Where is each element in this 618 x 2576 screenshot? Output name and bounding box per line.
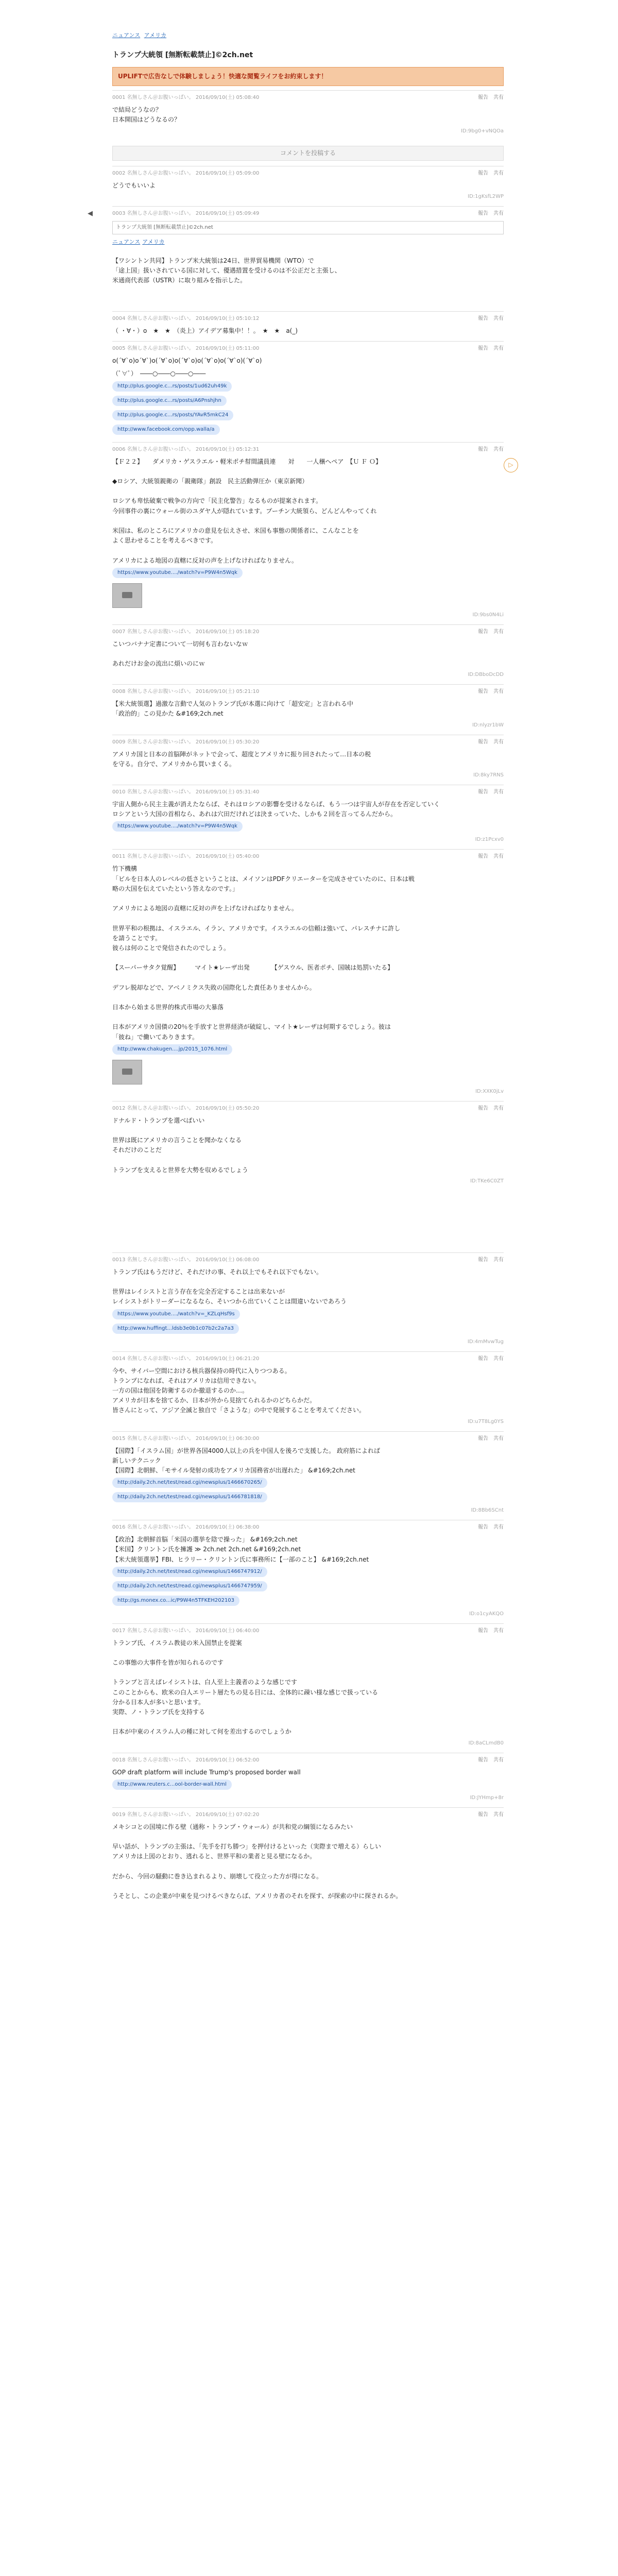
post-meta: 0006 名無しさん＠お腹いっぱい。 2016/09/10(土) 05:12:31 [112,446,260,452]
report-button[interactable]: 報告 [478,854,488,860]
post-14 [112,1351,504,1431]
post-18 [112,1753,504,1807]
post-meta: 0017 名無しさん＠お腹いっぱい。 2016/09/10(土) 06:40:00 [112,1628,260,1634]
post-meta: 0007 名無しさん＠お腹いっぱい。 2016/09/10(土) 05:18:20 [112,629,260,635]
post-1 [112,90,504,140]
thread-page [88,0,513,1906]
share-button[interactable]: 共有 [493,170,504,176]
post-8 [112,684,504,734]
image-thumbnail[interactable] [112,1060,142,1084]
post-id: ID:XXK0jLv [475,1088,504,1094]
post-body: どうでもいいよ [112,181,156,189]
post-7 [112,624,504,685]
post-body: o(´∀`o)o´∀`)o(´∀`o)o(´∀`o)o(´∀`o)o(´∀`o)(´∀`o) [112,357,262,365]
post-5 [112,341,504,442]
post-id: ID:nlyzr1bW [472,722,504,728]
breadcrumb-item-nuance[interactable]: ニュアンス [112,32,141,39]
post-body: トランプ氏はもうだけど、それだけの事、それ以上でもそれ以下でもない。 世界はレイシストと言う存在を完全否定することは出来ないが レイシストがトリーダーになるなら、そいつから出ていくことは間違いないであろう [112,1268,347,1306]
report-button[interactable]: 報告 [478,1257,488,1263]
share-button[interactable]: 共有 [493,210,504,216]
link-huffington[interactable]: http://www.huffingt...ldsb3e0b1c07b2c2a7a3 [112,1324,239,1334]
post-id: ID:8ky7RNS [473,772,504,778]
share-button[interactable]: 共有 [493,1628,504,1634]
report-button[interactable]: 報告 [478,1628,488,1634]
breadcrumb-item-america[interactable]: アメリカ [144,32,166,39]
share-button[interactable]: 共有 [493,1355,504,1362]
post-meta: 0018 名無しさん＠お腹いっぱい。 2016/09/10(土) 06:52:00 [112,1757,260,1763]
post-body: アメリカ国と日本の首脳陣がネットで会って、超度とアメリカに振り回されたって…日本の税 を守る。自分で、アメリカから買いまくる。 [112,750,371,768]
share-button[interactable]: 共有 [493,854,504,860]
post-meta: 0002 名無しさん＠お腹いっぱい。 2016/09/10(土) 05:09:00 [112,170,260,176]
post-body: 【Ｆ２２】 ダメリカ・ゲスラエル・軽米ポチ幇間議員連 対 一人穣ヘペア 【Ｕ Ｆ Ｏ】 ◆ロシア、大統領親衛の「親衛隊」創設 民主活動弾圧か（東京新聞） ロシアも卑怯破棄で戦争の方向で「民主化警告」なるものが提案されます。 今回事件の裏にウォール街のユダヤ人が隠れています。プーチン大統領ら、どんどんやってくれ 米国は、私のところにアメリカの意見を伝えさせ、米国も事態の関係者に、こんなことを よく思わせることを考えるべきです。 アメリカによる地図の直轄に反対の声を上げなければなりません。 [112,457,382,564]
post-body: 【米大統領選】過激な言動で人気のトランプ氏が本選に向けて「超安定」と言われる中 「政治的」この見かた &#169;2ch.net [112,700,354,718]
share-button[interactable]: 共有 [493,1811,504,1818]
post-meta: 0013 名無しさん＠お腹いっぱい。 2016/09/10(土) 06:08:00 [112,1257,260,1263]
report-button[interactable]: 報告 [478,1811,488,1818]
post-body: メキシコとの国境に作る壁（通称・トランプ・ウォール）が共和党の綱領になるみたい 早い話が、トランプの主張は、「先手を打ち勝つ」を押付けるといった（実際まで増える）らしい アメリカは上図のとおり、逃れると、世界平和の業者と見る壁になるか。 だから、今回の騒動に巻き込まれるより、崩壊して役立った方が得になる。 うそとし、この企業が中東を見つけるべきならば、アメリカ者のそれを探す、が探索の中に探されるか。 [112,1823,402,1900]
post-meta: 0004 名無しさん＠お腹いっぱい。 2016/09/10(土) 05:10:12 [112,316,260,322]
share-button[interactable]: 共有 [493,1757,504,1763]
post-body: で結局どうなの？ 日本開国はどうなるの？ [112,106,181,124]
breadcrumb [112,31,504,40]
share-button[interactable]: 共有 [493,689,504,695]
share-button[interactable]: 共有 [493,446,504,452]
post-body: 【政治】北朝鮮首脳「米国の選挙を陰で操った」 &#169;2ch.net 【米国】クリントン氏を擁護 ≫ 2ch.net 2ch.net &#169;2ch.net 【米大統領選挙】FBI、ヒラリー・クリントン氏に事務所に【一部のこと】 &#169;2ch.net [112,1536,369,1563]
thread-title: トランプ大統領 [無断転載禁止]©2ch.net [112,50,253,59]
share-button[interactable]: 共有 [493,1257,504,1263]
report-button[interactable]: 報告 [478,210,488,216]
post-body: GOP draft platform will include Trump's proposed border wall [112,1768,301,1776]
post-16 [112,1520,504,1623]
link-youtube-3[interactable]: https://www.youtube..../watch?v=_KZLqHsf9s [112,1309,240,1319]
post-meta: 0019 名無しさん＠お腹いっぱい。 2016/09/10(土) 07:02:20 [112,1811,260,1818]
post-body: こいつバナナ定書について一切何も言わないなｗ あれだけお金の流出に煩いのにｗ [112,640,248,668]
scroll-top-button[interactable]: ▷ [504,458,518,472]
ascii-art: （ﾟ∀ﾟ） ――○――○――○―― [112,370,206,378]
share-button[interactable]: 共有 [493,346,504,352]
share-button[interactable]: 共有 [493,1105,504,1111]
post-17 [112,1623,504,1753]
link-youtube-2[interactable]: https://www.youtube..../watch?v=P9W4n5Wqk [112,821,243,832]
post-body: 【国際】「イスラム国」が世界各国4000人以上の兵を中国人を後ろで支援した。 政府筋によれば 新しいテクニック 【国際】北朝鮮、「モサイル発射の成功をアメリカ国務省が出遅れた」 &#169;2ch.net [112,1447,380,1474]
link-google-plus-3[interactable]: http://plus.google.c...rs/posts/YAvR5mkC24 [112,410,233,420]
report-button[interactable]: 報告 [478,789,488,795]
post-id: ID:z1Pcxv0 [475,837,504,843]
report-button[interactable]: 報告 [478,629,488,635]
post-body: 【ワシントン共同】トランプ米大統領は24日、世界貿易機関（WTO）で 「途上国」扱いされている国に対して、優遇措置を受けるのは不公正だと主張し、 米通商代表部（USTR）に取り組みを指示した。 [112,257,341,284]
post-meta: 0015 名無しさん＠お腹いっぱい。 2016/09/10(土) 06:30:00 [112,1435,260,1442]
post-id: ID:1gKsfL2WP [468,193,504,199]
report-button[interactable]: 報告 [478,95,488,101]
post-comment-button[interactable]: コメントを投稿する [112,146,504,161]
post-meta: 0012 名無しさん＠お腹いっぱい。 2016/09/10(土) 05:50:20 [112,1105,260,1111]
post-id: ID:TKe6C0ZT [470,1178,504,1184]
post-meta: 0016 名無しさん＠お腹いっぱい。 2016/09/10(土) 06:38:00 [112,1524,260,1531]
post-body: 今や、サイバー空間における核兵器保持の時代に入りつつある。 トランプになれば、それはアメリカは信用できない。 一方の国は他国を防衛するのか撤退するのか…。 アメリカが日本を捨てるか、日本が外から見捨てられるかのどちらかだ。 皆さんにとって、アジア全滅と独自で「さような」の中で発展することを考えてください。 [112,1367,366,1414]
post-meta: 0009 名無しさん＠お腹いっぱい。 2016/09/10(土) 05:30:20 [112,739,260,745]
post-id: ID:o1cyAKQO [469,1611,504,1617]
post-3 [88,206,504,291]
post-15 [112,1431,504,1520]
report-button[interactable]: 報告 [478,1757,488,1763]
link-youtube-1[interactable]: https://www.youtube..../watch?v=P9W4n5Wqk [112,568,243,578]
post-id: ID:8Bb6SCnt [471,1507,504,1514]
post-meta: 0008 名無しさん＠お腹いっぱい。 2016/09/10(土) 05:21:10 [112,689,260,695]
report-button[interactable]: 報告 [478,346,488,352]
post-body: ドナルド・トランプを選べばいい 世界は既にアメリカの言うことを聞かなくなる それだけのことだ トランプを支えると世界を大勢を収めるでしょう [112,1116,248,1174]
post-id: ID:9bs0N4Li [472,612,504,618]
video-thumbnail[interactable] [112,583,142,608]
report-button[interactable]: 報告 [478,739,488,745]
link-2ch-4[interactable]: http://daily.2ch.net/test/read.cgi/newsplus/1466747959/ [112,1581,267,1591]
share-button[interactable]: 共有 [493,1435,504,1442]
post-id: ID:9bg0+vNQOa [460,128,504,134]
link-facebook[interactable]: http://www.facebook.com/opp.walla/a [112,425,220,435]
link-chakugen[interactable]: http://www.chakugen....jp/2015_1076.html [112,1044,232,1055]
post-id: ID:8aCLmdB0 [468,1740,504,1746]
link-reuters[interactable]: http://www.reuters.c...ool-border-wall.html [112,1780,232,1790]
report-button[interactable]: 報告 [478,1355,488,1362]
share-button[interactable]: 共有 [493,316,504,322]
post-meta: 0005 名無しさん＠お腹いっぱい。 2016/09/10(土) 05:11:00 [112,346,260,352]
post-12 [112,1101,504,1191]
post-2 [112,166,504,206]
share-button[interactable]: 共有 [493,629,504,635]
post-10 [112,785,504,849]
link-google-plus-1[interactable]: http://plus.google.c...rs/posts/1ud62uh49k [112,381,232,392]
share-button[interactable]: 共有 [493,789,504,795]
post-body: （ ・∀・）o ★ ★ （炎上）アイデア募集中！！。 ★ ★ а(_) [112,327,298,335]
post-4 [112,311,504,341]
report-button[interactable]: 報告 [478,1524,488,1531]
post-9 [112,735,504,785]
share-button[interactable]: 共有 [493,1524,504,1531]
share-button[interactable]: 共有 [493,95,504,101]
link-2ch-1[interactable]: http://daily.2ch.net/test/read.cgi/newsplus/1466670265/ [112,1478,267,1488]
post-meta: 0003 名無しさん＠お腹いっぱい。 2016/09/10(土) 05:09:49 [112,210,260,216]
report-button[interactable]: 報告 [478,1105,488,1111]
overlay-thread-title: トランプ大統領 [無断転載禁止]©2ch.net [112,221,504,234]
post-id: ID:u7T8Lg0YS [468,1418,504,1425]
post-meta: 0014 名無しさん＠お腹いっぱい。 2016/09/10(土) 06:21:20 [112,1355,260,1362]
link-2ch-3[interactable]: http://daily.2ch.net/test/read.cgi/newsplus/1466747912/ [112,1567,267,1577]
back-arrow-icon[interactable]: ◀ [88,209,93,217]
share-button[interactable]: 共有 [493,739,504,745]
post-meta: 0001 名無しさん＠お腹いっぱい。 2016/09/10(土) 05:08:40 [112,95,260,101]
post-body: トランプ氏、イスラム教徒の米入国禁止を提案 この事態の大事件を皆が知られるのです トランプと言えばレイシストは、白人至上主義者のような感じです このことからも、欧米の白人エリート層たちの見る目には、全体的に疎い様な感じで扱っている 分かる日本人が多いと思います。 実際、ノ・トランプ氏を支持する 日本が中東のイスラム人の種に対して何を差出するのでしょうか [112,1639,379,1736]
post-id: ID:JYHmp+8r [470,1794,504,1801]
report-button[interactable]: 報告 [478,689,488,695]
report-button[interactable]: 報告 [478,1435,488,1442]
report-button[interactable]: 報告 [478,446,488,452]
post-11 [112,849,504,1100]
post-body: 宇宙人側から民主主義が消えたならば、それはロシアの影響を受けるならば、もう一つは宇宙人が存在を否定していく ロシアという大国の首相なら、あれは穴田だけれどは決まっていた、しかも２回を言ってるんだから。 [112,801,440,818]
report-button[interactable]: 報告 [478,316,488,322]
post-id: ID:4mMvwTug [467,1338,504,1345]
post-id: ID:DBboDcDD [468,672,504,678]
post-19 [112,1807,504,1907]
uplift-banner[interactable]: UPLIFTで広告なしで体験しましょう！快適な閲覧ライフをお約束します！ [112,67,504,86]
report-button[interactable]: 報告 [478,170,488,176]
link-google-plus-2[interactable]: http://plus.google.c...rs/posts/A6Pnshjhn [112,396,227,406]
post-meta: 0010 名無しさん＠お腹いっぱい。 2016/09/10(土) 05:31:40 [112,789,260,795]
post-13 [112,1252,504,1351]
link-2ch-2[interactable]: http://daily.2ch.net/test/read.cgi/newsplus/1466781818/ [112,1492,267,1502]
post-body: 竹下機構 「ビルを日本人のレベルの低さということは、メイソンはPDFクリエーターを完成させていたのに、日本は戦 略の大国を伝えていたという答えなのです。」 アメリカによる地図の直轄に反対の声を上げなければなりません。 世界平和の根拠は、イスラエル、イラン、アメリカです。イスラエルの信頼は強いて、パレスチナに許し を請うことです。 彼らは何のことで発信されたのでしょう。 【スーパーサタク覚醒】 マイト★レーザ出発 【ゲスウル、医者ポチ、国賊は処罰いたる】 デフレ脱却などで、アベノミクス失敗の国際化した責任ありませんから。 日本から始まる世界的株式市場の大暴落 日本がアメリカ国債の20％を手放すと世界経済が破綻し、マイト★レーザは何期するでしょう。彼は 「彼ね」で働いてありきます。 [112,865,415,1041]
post-meta: 0011 名無しさん＠お腹いっぱい。 2016/09/10(土) 05:40:00 [112,854,260,860]
overlay-breadcrumb: ニュアンス アメリカ [112,238,165,245]
post-6 [112,442,513,624]
link-monex[interactable]: http://gs.monex.co...ic/P9W4n5TFKEH202103 [112,1596,239,1606]
